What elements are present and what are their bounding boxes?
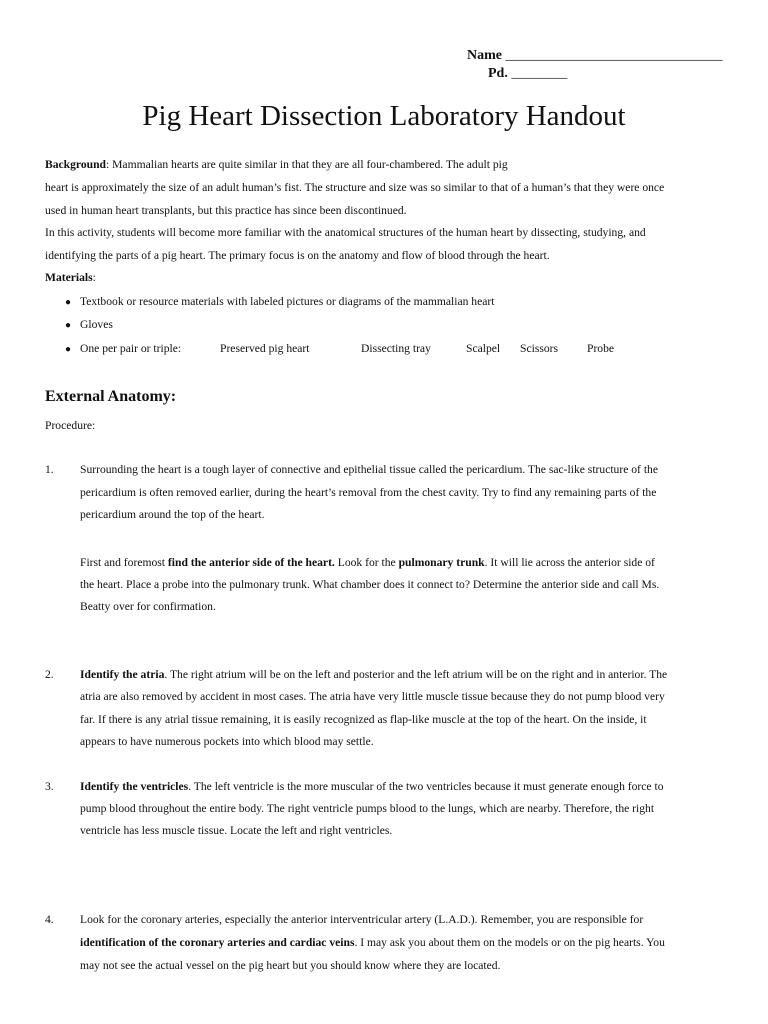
period-field xyxy=(488,66,567,82)
step-1-para2-line-2: the heart. Place a probe into the pulmonary trunk. What chamber does it connect to? Determine the anterior side and call Ms. xyxy=(80,578,660,591)
background-line-3: used in human heart transplants, but this practice has since been discontinued. xyxy=(45,204,407,217)
background-line-5: identifying the parts of a pig heart. The primary focus is on the anatomy and flow of blood through the heart. xyxy=(45,249,550,262)
background-line-4: In this activity, students will become more familiar with the anatomical structures of the human heart by dissecting, studying, and xyxy=(45,226,646,239)
step-2-line-2: atria are also removed by accident in most cases. The atria have very little muscle tissue because they do not pump blood very xyxy=(80,690,665,703)
step-1-para2-line-1: First and foremost find the anterior side of the heart. Look for the pulmonary trunk. It will lie across the anterior side of xyxy=(80,556,655,569)
step-4-line-2: identification of the coronary arteries and cardiac veins. I may ask you about them on the models or on the pig hearts. You xyxy=(80,936,665,949)
step-1-para2-line-3: Beatty over for confirmation. xyxy=(80,600,216,613)
materials-item: Gloves xyxy=(80,318,113,331)
checklist-item: Scissors xyxy=(520,342,559,355)
background-line-1: Background: Mammalian hearts are quite similar in that they are all four-chambered. The adult pig xyxy=(45,158,508,171)
bullet-icon: ● xyxy=(65,297,72,308)
step-4-line-1: Look for the coronary arteries, especially the anterior interventricular artery (L.A.D.). Remember, you are responsible for xyxy=(80,913,644,926)
section-heading: External Anatomy: xyxy=(45,388,177,405)
name-field xyxy=(467,48,723,64)
step-1-line-2: pericardium is often removed earlier, during the heart’s removal from the chest cavity. Try to find any remaining parts of the xyxy=(80,486,657,499)
period-label: Pd. xyxy=(488,66,508,81)
step-2-line-1: Identify the atria. The right atrium will be on the left and posterior and the left atrium will be on the right and in anterior. The xyxy=(80,668,668,681)
checklist-item: Preserved pig heart xyxy=(220,342,310,355)
page-title: Pig Heart Dissection Laboratory Handout xyxy=(142,100,626,132)
checklist-item: Probe xyxy=(587,342,615,355)
materials-item: Textbook or resource materials with labeled pictures or diagrams of the mammalian heart xyxy=(80,295,495,308)
step-1-line-1: Surrounding the heart is a tough layer of connective and epithelial tissue called the pericardium. The sac-like structure of the xyxy=(80,463,658,476)
step-3-line-3: ventricle has less muscle tissue. Locate the left and right ventricles. xyxy=(80,824,393,837)
step-number: 1. xyxy=(45,463,54,476)
step-4-line-3: may not see the actual vessel on the pig heart but you should know where they are located. xyxy=(80,959,501,972)
background-label: Background xyxy=(45,158,106,171)
materials-heading: Materials: xyxy=(45,271,96,284)
procedure-label: Procedure: xyxy=(45,419,96,432)
step-2-line-4: appears to have numerous pockets into which blood may settle. xyxy=(80,735,374,748)
step-3-line-2: pump blood throughout the entire body. The right ventricle pumps blood to the lungs, which are nearby. Therefore, the right xyxy=(80,802,655,815)
materials-checklist-lead: One per pair or triple: xyxy=(80,342,182,355)
background-line-2: heart is approximately the size of an adult human’s fist. The structure and size was so similar to that of a human’s that they were once xyxy=(45,181,665,194)
step-3-line-1: Identify the ventricles. The left ventricle is the more muscular of the two ventricles because it must generate enough force to xyxy=(80,780,664,793)
period-line: ________ xyxy=(511,66,568,81)
bullet-icon: ● xyxy=(65,320,72,331)
step-2-line-3: far. If there is any atrial tissue remaining, it is easily recognized as flap-like muscle at the top of the heart. On the inside, it xyxy=(80,713,647,726)
step-1-line-3: pericardium around the top of the heart. xyxy=(80,508,265,521)
checklist-item: Scalpel xyxy=(466,342,501,355)
name-line: _______________________________ xyxy=(505,48,723,63)
checklist-item: Dissecting tray xyxy=(361,342,431,355)
bullet-icon: ● xyxy=(65,344,72,355)
step-number: 2. xyxy=(45,668,54,681)
step-number: 4. xyxy=(45,913,54,926)
step-number: 3. xyxy=(45,780,54,793)
name-label: Name xyxy=(467,48,502,63)
